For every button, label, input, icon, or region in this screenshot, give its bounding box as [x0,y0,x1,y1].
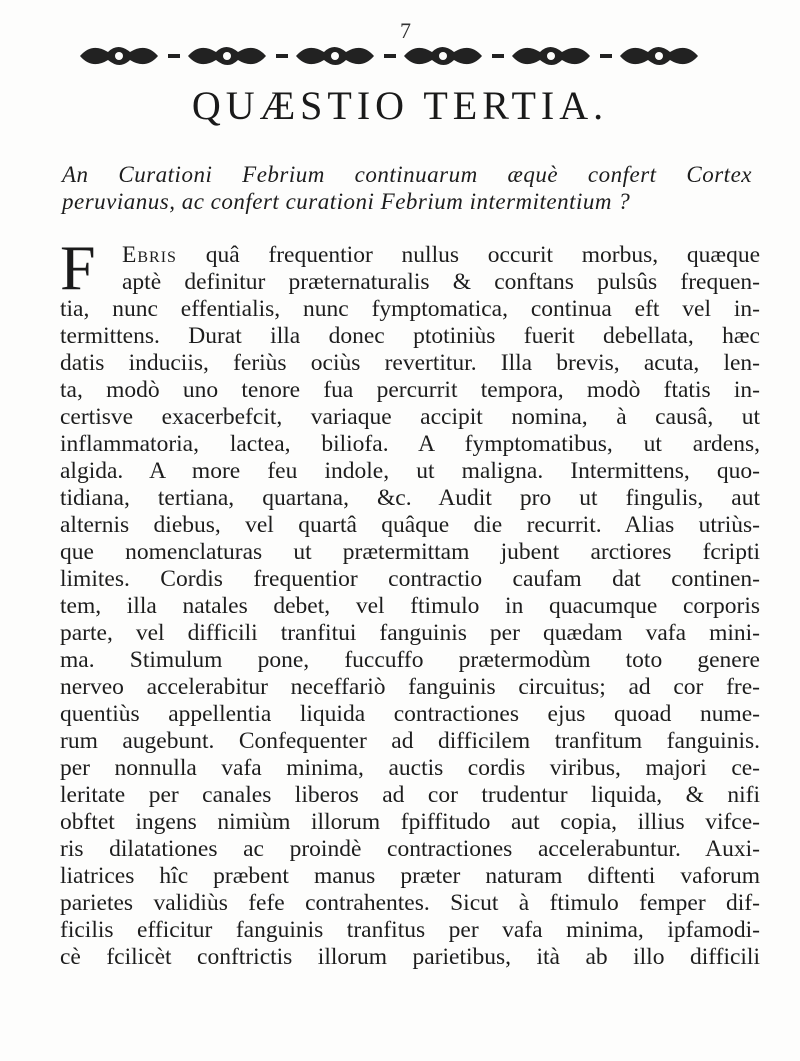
body-line: ficilis efficitur fanguinis tranfitus per vafa minima, ipfamodi- [60,917,760,943]
body-line: ma. Stimulum pone, fuccuffo prætermodùm toto genere [60,647,760,673]
body-line: parte, vel difficili tranfitui fanguinis per quædam vafa mini- [60,620,760,646]
body-line: leritate per canales liberos ad cor trudentur liquida, & nifi [60,782,760,808]
question-heading: QUÆSTIO TERTIA. [191,83,609,128]
drop-cap-initial: F [60,232,96,303]
body-line: datis induciis, feriùs ociùs revertitur. Illa brevis, acuta, len- [60,350,760,376]
body-line: que nomenclaturas ut prætermittam jubent arctiores fcripti [60,539,760,565]
body-line: quentiùs appellentia liquida contractiones ejus quoad nume- [60,701,760,727]
body-paragraph [60,232,760,971]
body-line: tem, illa natales debet, vel ftimulo in quacumque corporis [60,593,760,619]
body-line: certisve exacerbefcit, variaque accipit nomina, à causâ, ut [60,404,760,430]
body-line: ris dilatationes ac proindè contractiones accelerabuntur. Auxi- [60,836,760,862]
subtitle-line-1: An Curationi Febrium continuarum æquè confert Cortex [62,162,752,187]
body-line: aptè definitur præternaturalis & conftans pulsûs frequen- [122,269,760,295]
body-line: parietes validiùs fefe contrahentes. Sicut à ftimulo femper dif- [60,890,760,916]
ornament-motif-1 [80,47,158,65]
body-line: ta, modò uno tenore fua percurrit tempora, modò ftatis in- [60,377,760,403]
body-line: rum augebunt. Confequenter ad difficilem tranfitum fanguinis. [60,728,760,754]
body-line: limites. Cordis frequentior contractio caufam dat continen- [60,566,760,592]
body-line: alternis diebus, vel quartâ quâque die recurrit. Alias utriùs- [60,512,760,538]
body-line [60,242,760,269]
body-line-text: quâ frequentior nullus occurit morbus, quæque [205,242,760,268]
body-line: obftet ingens nimiùm illorum fpiffitudo aut copia, illius vifce- [60,809,760,835]
subtitle-line-2: peruvianus, ac confert curationi Febrium intermitentium ? [62,189,631,214]
body-line: tidiana, tertiana, quartana, &c. Audit pro ut fingulis, aut [60,485,760,511]
body-line: per nonnulla vafa minima, auctis cordis viribus, majori ce- [60,755,760,781]
body-line: tia, nunc effentialis, nunc fymptomatica, continua eft vel in- [60,296,760,322]
first-word-rest: Ebris [122,242,177,268]
body-line: inflammatoria, lactea, biliofa. A fymptomatibus, ut ardens, [60,431,760,457]
body-line: termittens. Durat illa donec ptotiniùs fuerit debellata, hæc [60,323,760,349]
ornamental-headband [70,38,730,74]
page-number: 7 [400,18,411,43]
question-subtitle [62,156,752,214]
body-line: nerveo accelerabitur neceffariò fanguinis circuitus; ad cor fre- [60,674,760,700]
body-line: cè fcilicèt conftrictis illorum parietibus, ità ab illo difficili [60,944,760,970]
body-line: liatrices hîc præbent manus præter naturam diftenti vaforum [60,863,760,889]
body-line: algida. A more feu indole, ut maligna. Intermittens, quo- [60,458,760,484]
